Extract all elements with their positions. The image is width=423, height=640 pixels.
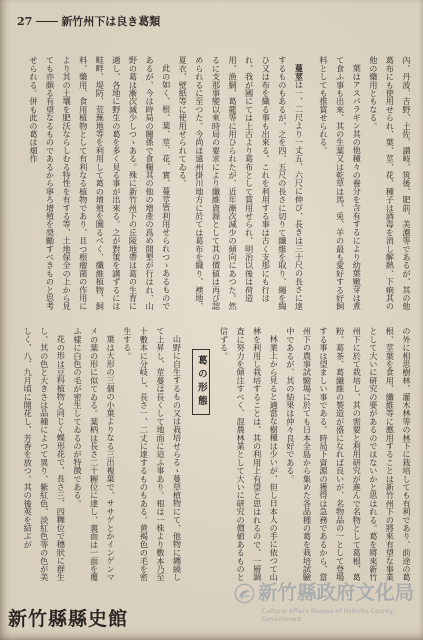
archive-stamp: 新竹縣縣史館 [8, 608, 129, 630]
section-heading: 葛の形態 [192, 349, 210, 415]
page-number: 27 [17, 14, 33, 28]
upper-text-tier [11, 56, 415, 311]
paragraph: 山野に自生するもの又は栽培せらるゝ蔓草植物にて、他物に纏繞して上昇し、莖蔓は長くして地面に這ふ事あり。根は一株より數本乃至十數本に分岐し、長さ一、二丈に達するものもある。黄褐色の毛を密生する。 [122, 327, 183, 582]
watermark-subtext: Cultural Affairs Bureau of Hsinchu County Government [262, 608, 394, 623]
paragraph [175, 56, 308, 311]
paragraph: 林業上から見ると適當な樹種は少いが、但し日本人の手に依つて山林を利用し栽培することは、其の利用上有望と思はれるので、一層調査に努力を傾注すべく、混農林業として大いに研究の價値あるものと信ずる。 [219, 327, 280, 582]
cultural-bureau-logo-icon [234, 583, 255, 604]
paragraph: 葉は大形の三個の小葉よりなる三出複葉で、ササゲとかインゲンマメの葉の形に似てゐる。葉柄は長さ二十糎位に達し、裏面は一面を覆ふ樣に白色の毛が密生してゐるのが特徴である。 [72, 327, 117, 582]
lower-text-tier [11, 327, 415, 582]
section-heading-wrap [192, 327, 210, 582]
paragraph: 葉はアスパラギン其の他種々の養分を含有するにより幼葉嫩芽は煮て食ふ事も出來、其の生葉又は乾草は馬、兎、羊の最も愛好する好飼料としても推賞せられる。 [319, 56, 363, 311]
running-title: 新竹州下は良き葛類 [61, 15, 161, 28]
watermark-text: 新竹縣政府文化局 [258, 581, 415, 604]
paragraph-text: は一、二尺より一丈五、六尺に伸び、長きは三十尺の長さに達するものもあるが、之を四、五尺の長さに切りて纖維を取り、繩を綯ひ又は布を織る事も出來る。これを利用する事は古く支那にも行はれ、我が國にては上古より葛布として賞用せられ、明治以後は荷造用、漁網、葛籠等に用ひられたが、近年漸次減少の傾向にあつた。然るに支那事變以來時局の要求により纖維資源として其の價値は再び認められるに至つた。今尚ほ遠州掛川地方に於ては葛布を織り、襖地、夏衣、壁紙等に使用せられてゐる。 [178, 56, 305, 311]
paragraph: 此の如く、根、葉、莖、花、實、蔓莖皆利用せられつゝあるものであるが、今は時局の關係で食糧其の他の增產の爲め開墾が行はれ、山野の葛は漸次減少しつゝある。殊に新竹州下の丘陵地帶は葛の生育に適し、各地に野生の葛を多く見る事が出來る。之が對策を講ずるには畦畔、堤防、荒蕪地等を利用して葛の增殖を圖るべく、纖維植物、飼料、藥用、食用植物として有利なる植物であり、且つ根瘤菌の作用により其の土壤を肥沃ならしむる特性を有する等、土地保全の上から見ても亦頗る有望なるものであるから寧ろ增殖を奨勵すべきものと思考せられる。併も此の葛は畑作 [28, 56, 172, 311]
paragraph: 內、丹波、吉野、土佐、讃岐、筑後、肥前、美濃等であるが、其の他葛布にも使用せられ、葉、莖、花、種子は酒毒を消し解熱、下痢其の他の藥用ともなる。 [368, 56, 412, 311]
watermark [234, 580, 420, 632]
header-rule [36, 21, 58, 22]
paragraph: 花の形は豆科植物と同じく蝶形花で、長さ三、四糎位で穗狀に群生し、其の色と大きさは品種によつて異り、紫紅色、淡紅色等の色が美しく、八、九月頃に開花し、芳香を放つ。其の後莢を結ぶが [23, 327, 67, 582]
paragraph-lead-term: 蔓莖 [294, 64, 305, 81]
page-header [17, 13, 160, 29]
paragraph: の外に相思樹林、灌木林等の林下に栽培しても有利であり、前途の葛根、莖葉を食用、纖維等に應用することは新竹州下の將來有望な事業として大いに研究の要があるのではないかと思はれる。葛を將來新竹州下に於て栽培し、其の需要と利用研究が進んで名物として葛根、葛粉、葛茶、葛纖維の製造が盛になれば良いが、名物品の一として登場する事は望ましい事である。時局下資源の獲得は急務であるから、當州下の農事試驗場に於ても日本全島から集めた各品種の葛を栽培試驗中であるが、其の結果は仲々良好である。 [285, 327, 412, 582]
